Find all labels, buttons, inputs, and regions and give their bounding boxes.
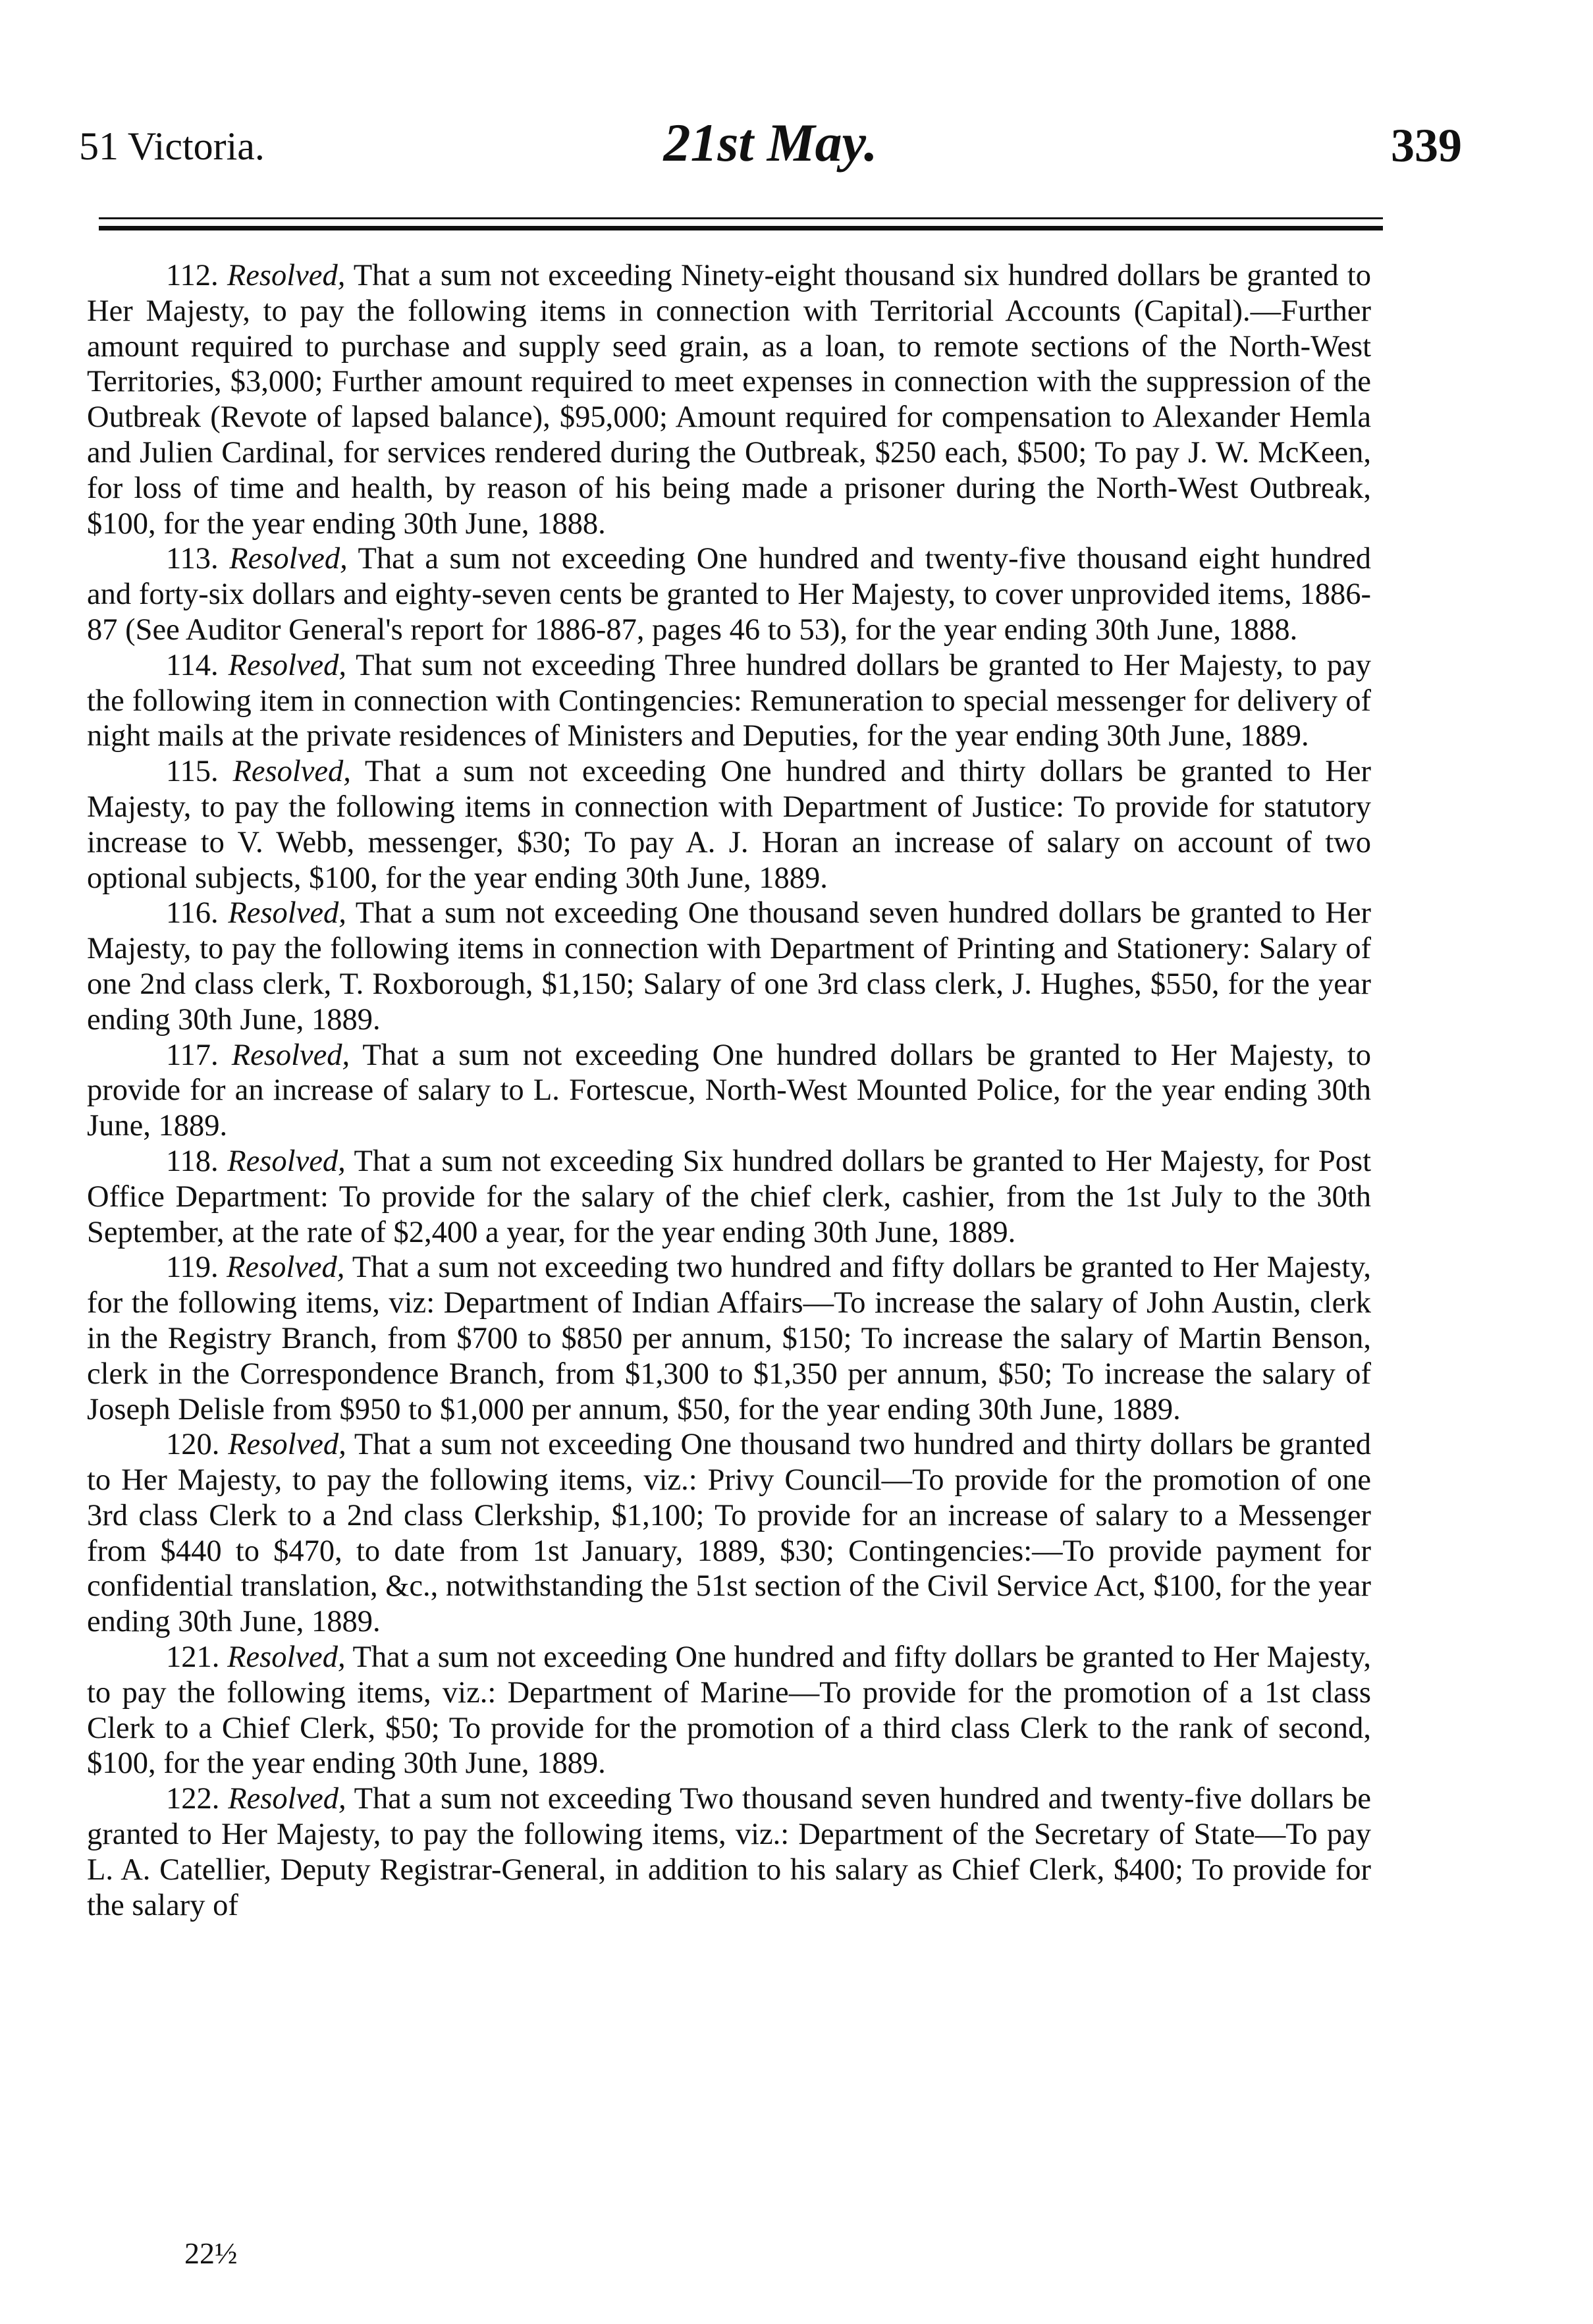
resolution-text: That a sum not exceeding One hundred and fifty dollars be granted to Her Majesty, to pay the following items, viz.: Department of Marine—To provide for the promotion of a 1st class Clerk to a Chief Clerk, $50; To provide for the promotion of a third class Clerk to the rank of second, $100, for the year ending 30th June, 1889. <box>87 1640 1372 1781</box>
resolution-text: That a sum not exceeding One hundred and thirty dollars be granted to Her Majesty, to pay the following items in connection with Department of Justice: To provide for statutory increase to V. Webb, messenger, $30; To pay A. J. Horan an increase of salary on account of two optional subjects, $100, for the year ending 30th June, 1889. <box>87 755 1371 895</box>
resolution-number: 117. <box>166 1038 219 1072</box>
resolution-number: 112. <box>166 259 219 292</box>
resolved-label: Resolved, <box>227 259 346 292</box>
resolution-paragraph <box>87 1781 1371 1923</box>
resolved-label: Resolved, <box>228 1782 346 1816</box>
resolution-number: 121. <box>166 1640 220 1675</box>
resolution-text: That a sum not exceeding Two thousand seven hundred and twenty-five dollars be granted to Her Majesty, to pay the following items, viz.: Department of the Secretary of State—To pay L. A. Catellier, Deputy Registrar-General, in addition to his salary as Chief Clerk, $400; To provide for the salary of <box>87 1782 1371 1922</box>
header-rule-thin <box>99 217 1383 219</box>
resolution-number: 122. <box>166 1782 220 1816</box>
resolution-paragraph <box>87 1038 1371 1144</box>
resolved-label: Resolved, <box>228 1428 346 1462</box>
header-rule-thick <box>99 226 1383 230</box>
resolved-label: Resolved, <box>231 1038 350 1072</box>
resolution-paragraph <box>87 258 1371 541</box>
resolved-label: Resolved, <box>232 755 351 789</box>
resolution-text: That a sum not exceeding two hundred and fifty dollars be granted to Her Majesty, for the following items, viz: Department of Indian Affairs—To increase the salary of John Austin, clerk in the Registry Branch, from $700 to $850 per annum, $150; To increase the salary of Martin Benson, clerk in the Correspondence Branch, from $1,300 to $1,350 per annum, $50; To increase the salary of Joseph Delisle from $950 to $1,000 per annum, $50, for the year ending 30th June, 1889. <box>87 1251 1372 1426</box>
resolution-number: 120. <box>166 1428 220 1462</box>
resolutions-body <box>87 258 1371 1923</box>
resolution-paragraph <box>87 1427 1371 1640</box>
resolution-text: That a sum not exceeding One thousand seven hundred dollars be granted to Her Majesty, to pay the following items in connection with Department of Printing and Stationery: Salary of one 2nd class clerk, T. Roxborough, $1,150; Salary of one 3rd class clerk, J. Hughes, $550, for the year ending 30th June, 1889. <box>87 896 1372 1037</box>
page-header <box>79 112 1462 184</box>
resolved-label: Resolved, <box>229 542 348 576</box>
resolution-paragraph <box>87 1250 1371 1427</box>
resolution-number: 115. <box>166 755 219 789</box>
resolved-label: Resolved, <box>226 1251 345 1285</box>
resolution-paragraph <box>87 754 1371 896</box>
resolution-number: 118. <box>166 1144 219 1178</box>
page-date: 21st May. <box>663 113 878 173</box>
resolution-number: 119. <box>166 1251 219 1285</box>
resolved-label: Resolved, <box>227 1640 346 1675</box>
session-label: 51 Victoria. <box>79 124 265 168</box>
resolved-label: Resolved, <box>228 648 347 682</box>
resolution-number: 116. <box>166 896 219 931</box>
resolution-text: That a sum not exceeding Six hundred dollars be granted to Her Majesty, for Post Office Department: To provide for the salary of the chief clerk, cashier, from the 1st July to the 30th September, at the rate of $2,400 a year, for the year ending 30th June, 1889. <box>87 1144 1372 1249</box>
resolution-text: That a sum not exceeding One hundred dollars be granted to Her Majesty, to provide for an increase of salary to L. Fortescue, North-West Mounted Police, for the year ending 30th June, 1889. <box>87 1038 1371 1143</box>
resolved-label: Resolved, <box>227 1144 346 1178</box>
resolution-paragraph <box>87 648 1371 754</box>
resolution-text: That a sum not exceeding One thousand two hundred and thirty dollars be granted to Her Majesty, to pay the following items, viz.: Privy Council—To provide for the promotion of one 3rd class Clerk to a 2nd class Clerkship, $1,100; To provide for an increase of salary to a Messenger from $440 to $470, to date from 1st January, 1889, $30; Contingencies:—To provide payment for confidential translation, &c., notwithstanding the 51st section of the Civil Service Act, $100, for the year ending 30th June, 1889. <box>87 1428 1371 1639</box>
resolution-paragraph <box>87 1144 1371 1250</box>
resolution-text: That sum not exceeding Three hundred dollars be granted to Her Majesty, to pay the following item in connection with Contingencies: Remuneration to special messenger for delivery of night mails at the private residences of Ministers and Deputies, for the year ending 30th June, 1889. <box>87 648 1372 753</box>
resolution-number: 113. <box>166 542 219 576</box>
page-number: 339 <box>1391 119 1462 172</box>
resolution-text: That a sum not exceeding Ninety-eight thousand six hundred dollars be granted to Her Majesty, to pay the following items in connection with Territorial Accounts (Capital).—Further amount required to purchase and supply seed grain, as a loan, to remote sections of the North-West Territories, $3,000; Further amount required to meet expenses in connection with the suppression of the Outbreak (Revote of lapsed balance), $95,000; Amount required for compensation to Alexander Hemla and Julien Cardinal, for services rendered during the Outbreak, $250 each, $500; To pay J. W. McKeen, for loss of time and health, by reason of his being made a prisoner during the North-West Outbreak, $100, for the year ending 30th June, 1888. <box>87 259 1371 541</box>
resolved-label: Resolved, <box>228 896 346 931</box>
resolution-paragraph <box>87 1640 1371 1781</box>
resolution-number: 114. <box>166 648 219 682</box>
resolution-paragraph <box>87 896 1371 1037</box>
resolution-text: That a sum not exceeding One hundred and twenty-five thousand eight hundred and forty-six dollars and eighty-seven cents be granted to Her Majesty, to cover unprovided items, 1886-87 (See Auditor General's report for 1886-87, pages 46 to 53), for the year ending 30th June, 1888. <box>87 542 1371 647</box>
resolution-paragraph <box>87 541 1371 647</box>
signature-mark: 22½ <box>184 2236 238 2270</box>
